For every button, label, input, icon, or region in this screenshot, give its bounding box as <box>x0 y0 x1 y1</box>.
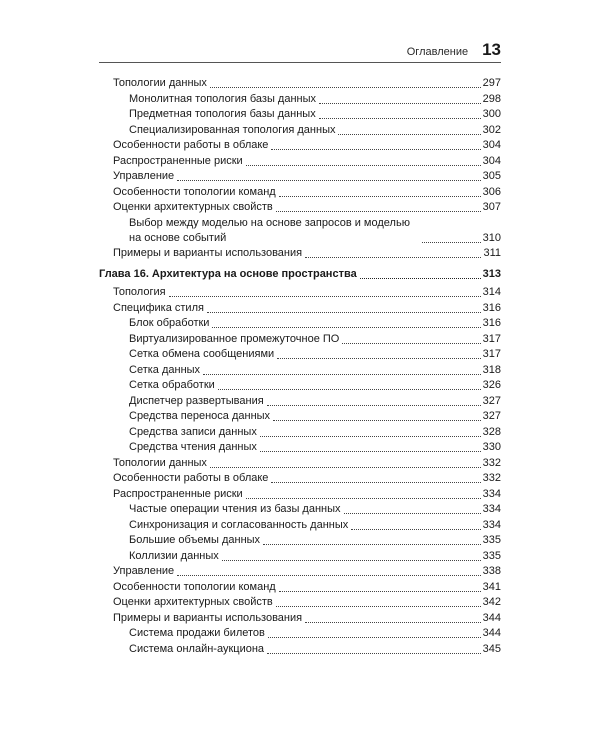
toc-entry[interactable] <box>99 154 501 169</box>
dot-leader <box>342 343 480 344</box>
toc-entry[interactable] <box>99 564 501 579</box>
toc-entry-page: 326 <box>482 379 501 391</box>
dot-leader <box>207 312 481 313</box>
toc-entry-page: 332 <box>482 472 501 484</box>
toc-entry-page: 313 <box>482 268 501 280</box>
dot-leader <box>218 389 481 390</box>
toc-entry-page: 311 <box>483 247 501 259</box>
toc-entry-page: 318 <box>482 363 501 376</box>
toc-entry-title: Блок обработки <box>129 317 210 329</box>
toc-entry-page: 316 <box>482 301 501 314</box>
toc-entry-title: Средства переноса данных <box>129 410 271 422</box>
toc-entry[interactable] <box>99 332 501 347</box>
toc-entry[interactable] <box>99 347 501 362</box>
toc-entry[interactable] <box>99 471 501 486</box>
toc-entry[interactable] <box>99 169 501 184</box>
toc-entry-page: 330 <box>482 441 501 453</box>
running-title: Оглавление <box>406 46 469 58</box>
dot-leader <box>305 622 481 623</box>
toc-entry-page: 341 <box>482 580 501 593</box>
toc-entry[interactable] <box>99 425 501 440</box>
dot-leader <box>338 134 480 135</box>
toc-entry-page: 342 <box>482 596 501 608</box>
dot-leader <box>210 87 481 88</box>
toc-entry-page: 317 <box>482 332 501 345</box>
dot-leader <box>267 405 481 406</box>
toc-entry-title: Специализированная топология данных <box>129 123 336 136</box>
toc-entry-page: 302 <box>482 123 501 136</box>
dot-leader <box>279 591 481 592</box>
dot-leader <box>271 149 480 150</box>
dot-leader <box>246 165 481 166</box>
dot-leader <box>267 653 481 654</box>
toc-entry[interactable] <box>99 533 501 548</box>
toc-entry-title: Оценки архитектурных свойств <box>113 201 273 213</box>
toc-entry-title: Диспетчер развертывания <box>129 394 264 407</box>
toc-entry-title: Сетка обработки <box>129 379 215 391</box>
toc-entry-title: Управление <box>113 565 175 577</box>
dot-leader <box>169 296 481 297</box>
toc-entry[interactable] <box>99 200 501 215</box>
toc-entry-title: Сетка данных <box>129 363 201 376</box>
toc-entry[interactable] <box>99 502 501 517</box>
toc-entry-title: Глава 16. Архитектура на основе пространства <box>99 268 357 280</box>
toc-entry-page: 314 <box>482 286 501 298</box>
toc-entry[interactable] <box>99 76 501 91</box>
dot-leader <box>246 498 481 499</box>
toc-chapter-entry[interactable] <box>99 267 501 282</box>
toc-entry-page: 316 <box>482 317 501 329</box>
toc-entry[interactable] <box>99 456 501 471</box>
toc-entry-title: Особенности работы в облаке <box>113 472 269 484</box>
toc-entry-page: 307 <box>482 201 501 213</box>
toc-entry-title: Топологии данных <box>113 456 207 469</box>
toc-entry[interactable] <box>99 409 501 424</box>
dot-leader <box>177 180 480 181</box>
toc-entry-title: Система продажи билетов <box>129 627 265 639</box>
toc-entry-title: Виртуализированное промежуточное ПО <box>129 332 340 345</box>
toc-entry[interactable] <box>99 107 501 122</box>
toc-entry[interactable] <box>99 316 501 331</box>
page-number: 13 <box>482 40 501 59</box>
toc-entry-title: Частые операции чтения из базы данных <box>129 503 341 515</box>
toc-entry-page: 298 <box>482 92 501 105</box>
toc-entry-page: 334 <box>482 503 501 515</box>
toc-entry-page: 334 <box>482 487 501 500</box>
dot-leader <box>422 242 481 243</box>
toc-entry-page: 332 <box>482 456 501 469</box>
dot-leader <box>351 529 480 530</box>
toc-entry[interactable] <box>99 580 501 595</box>
dot-leader <box>271 482 480 483</box>
toc-entry-title: Примеры и варианты использования <box>113 247 303 259</box>
toc-entry[interactable] <box>99 185 501 200</box>
toc-entry-title: Предметная топология базы данных <box>129 108 316 120</box>
header-rule <box>99 62 501 63</box>
toc-entry-title: Средства чтения данных <box>129 441 257 453</box>
toc-entry-title: Большие объемы данных <box>129 534 261 546</box>
toc-entry-title: Средства записи данных <box>129 425 257 438</box>
toc-entry[interactable] <box>99 378 501 393</box>
toc-entry-title: Распространенные риски <box>113 154 243 167</box>
toc-entry-page: 304 <box>482 154 501 167</box>
toc-entry[interactable] <box>99 626 501 641</box>
toc-entry-title: Особенности работы в облаке <box>113 139 269 151</box>
dot-leader <box>263 544 481 545</box>
dot-leader <box>277 358 480 359</box>
toc-entry-title: Монолитная топология базы данных <box>129 92 316 105</box>
dot-leader <box>210 467 481 468</box>
toc-entry-page: 334 <box>482 518 501 531</box>
toc-entry-title: Специфика стиля <box>113 301 204 314</box>
toc-entry-title: Особенности топологии команд <box>113 185 276 198</box>
dot-leader <box>319 118 481 119</box>
toc-entry[interactable] <box>99 246 501 261</box>
dot-leader <box>276 211 481 212</box>
dot-leader <box>305 257 481 258</box>
toc-entry[interactable] <box>99 138 501 153</box>
toc-entry-page: 310 <box>482 231 501 244</box>
toc-entry-title: Синхронизация и согласованность данных <box>129 518 349 531</box>
toc-entry[interactable] <box>99 363 501 378</box>
dot-leader <box>279 196 481 197</box>
toc-entry-page: 344 <box>482 611 501 624</box>
toc-entry[interactable] <box>99 394 501 409</box>
toc-entry[interactable] <box>99 92 501 107</box>
toc-entry-title: Оценки архитектурных свойств <box>113 596 273 608</box>
toc-entry[interactable] <box>99 216 501 246</box>
dot-leader <box>319 103 481 104</box>
toc-entry-page: 300 <box>482 108 501 120</box>
toc-entry-page: 297 <box>482 77 501 89</box>
toc-entry-title: Распространенные риски <box>113 487 243 500</box>
toc-entry-page: 305 <box>482 170 501 182</box>
toc-entry-title: Система онлайн-аукциона <box>129 642 265 655</box>
toc-entry-page: 306 <box>482 185 501 198</box>
toc-entry-page: 345 <box>482 642 501 655</box>
toc-entry-page: 328 <box>482 425 501 438</box>
table-of-contents <box>99 76 501 657</box>
dot-leader <box>273 420 481 421</box>
toc-entry-page: 327 <box>482 394 501 407</box>
dot-leader <box>177 575 480 576</box>
dot-leader <box>344 513 481 514</box>
dot-leader <box>212 327 480 328</box>
dot-leader <box>203 374 481 375</box>
toc-entry-page: 344 <box>482 627 501 639</box>
dot-leader <box>260 451 481 452</box>
toc-entry-page: 338 <box>482 565 501 577</box>
dot-leader <box>260 436 481 437</box>
toc-entry-title: Коллизии данных <box>129 549 219 562</box>
toc-entry-page: 335 <box>482 534 501 546</box>
toc-entry-title: Управление <box>113 170 175 182</box>
toc-entry[interactable] <box>99 285 501 300</box>
toc-entry-title: Топология <box>113 286 166 298</box>
toc-entry[interactable] <box>99 440 501 455</box>
toc-entry[interactable] <box>99 549 501 564</box>
toc-entry-title: Примеры и варианты использования <box>113 611 303 624</box>
toc-entry[interactable] <box>99 123 501 138</box>
dot-leader <box>360 278 481 279</box>
toc-entry[interactable] <box>99 518 501 533</box>
toc-entry[interactable] <box>99 301 501 316</box>
toc-entry-page: 304 <box>482 139 501 151</box>
toc-entry-title: Сетка обмена сообщениями <box>129 348 275 360</box>
toc-entry-title: Особенности топологии команд <box>113 580 276 593</box>
dot-leader <box>276 606 481 607</box>
toc-entry[interactable] <box>99 611 501 626</box>
page-header <box>99 40 501 64</box>
dot-leader <box>268 637 481 638</box>
toc-entry-title: Топологии данных <box>113 77 207 89</box>
toc-entry[interactable] <box>99 642 501 657</box>
toc-entry-page: 335 <box>482 549 501 562</box>
toc-entry-page: 327 <box>482 410 501 422</box>
toc-entry[interactable] <box>99 487 501 502</box>
toc-entry[interactable] <box>99 595 501 610</box>
toc-entry-page: 317 <box>482 348 501 360</box>
dot-leader <box>222 560 481 561</box>
toc-entry-title: Выбор между моделью на основе запросов и моделью на основе событий <box>129 216 410 244</box>
